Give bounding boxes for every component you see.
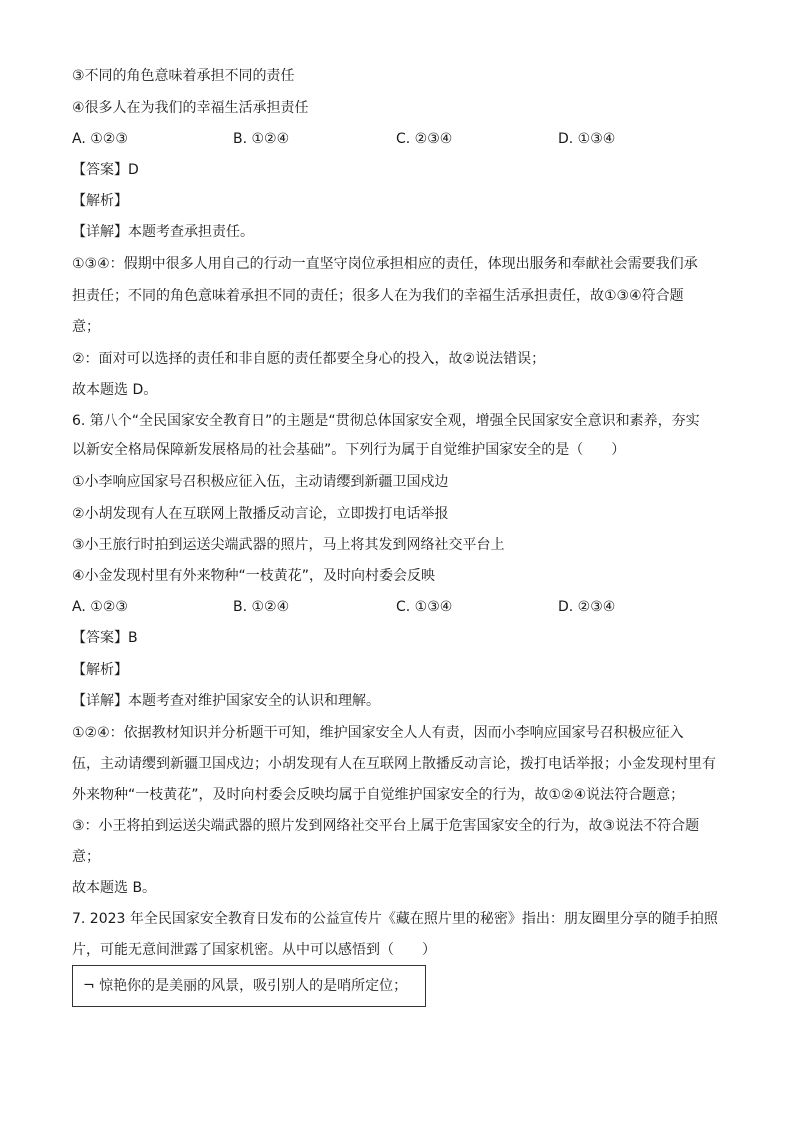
- q6-option-b: B. ①②④: [233, 599, 290, 615]
- q5-option-b: B. ①②④: [233, 131, 290, 147]
- q6-option-a: A. ①②③: [72, 599, 128, 615]
- q6-analysis-heading: 【解析】: [72, 662, 128, 678]
- q5-explanation-2: ②：面对可以选择的责任和非自愿的责任都要全身心的投入，故②说法错误；: [72, 351, 546, 367]
- q6-option-d: D. ②③④: [558, 599, 616, 615]
- q6-explanation-1-line-2: 伍，主动请缨到新疆卫国戍边；小胡发现有人在互联网上散播反动言论，拨打电话举报；小金发现村里有: [72, 756, 716, 772]
- q5-option-a: A. ①②③: [72, 131, 128, 147]
- q6-statement-2: ②小胡发现有人在互联网上散播反动言论，立即拨打电话举报: [72, 506, 449, 522]
- q5-explanation-1-line-3: 意；: [72, 319, 100, 335]
- q5-analysis-heading: 【解析】: [72, 193, 128, 209]
- q7-material-text: ¬ 惊艳你的是美丽的风景，吸引别人的是哨所定位；: [83, 978, 408, 994]
- q6-answer: 【答案】B: [72, 630, 138, 646]
- q6-explanation-1-line-3: 外来物种“一枝黄花”，及时向村委会反映均属于自觉维护国家安全的行为，故①②④说法符合题意；: [72, 787, 685, 803]
- q5-conclusion: 故本题选 D。: [72, 382, 158, 398]
- q5-option-c: C. ②③④: [396, 131, 453, 147]
- q5-statement-3: ③不同的角色意味着承担不同的责任: [72, 68, 295, 84]
- q5-option-d: D. ①③④: [558, 131, 616, 147]
- q5-explanation-1-line-2: 担责任；不同的角色意味着承担不同的责任；很多人在为我们的幸福生活承担责任，故①③④符合题: [72, 288, 684, 304]
- q6-option-c: C. ①③④: [396, 599, 453, 615]
- q6-stem-line-1: 6. 第八个“全民国家安全教育日”的主题是“贯彻总体国家安全观，增强全民国家安全意识和素养，夯实: [72, 413, 700, 429]
- q6-statement-1: ①小李响应国家号召积极应征入伍，主动请缨到新疆卫国戍边: [72, 474, 449, 490]
- q6-explanation-2-line-1: ③：小王将拍到运送尖端武器的照片发到网络社交平台上属于危害国家安全的行为，故③说法不符合题: [72, 818, 700, 834]
- q6-statement-3: ③小王旅行时拍到运送尖端武器的照片，马上将其发到网络社交平台上: [72, 537, 505, 553]
- q7-stem-line-1: 7. 2023 年全民国家安全教育日发布的公益宣传片《藏在照片里的秘密》指出：朋友圈里分享的随手拍照: [72, 911, 718, 927]
- q7-material-box: [72, 965, 426, 1007]
- q6-explanation-2-line-2: 意；: [72, 849, 100, 865]
- q6-statement-4: ④小金发现村里有外来物种“一枝黄花”，及时向村委会反映: [72, 568, 436, 584]
- q5-detail: 【详解】本题考查承担责任。: [72, 224, 254, 240]
- q6-conclusion: 故本题选 B。: [72, 880, 157, 896]
- q6-stem-line-2: 以新安全格局保障新发展格局的社会基础”。下列行为属于自觉维护国家安全的是（ ）: [72, 442, 626, 458]
- q5-explanation-1-line-1: ①③④：假期中很多人用自己的行动一直坚守岗位承担相应的责任，体现出服务和奉献社会需要我们承: [72, 256, 698, 272]
- q5-answer: 【答案】D: [72, 162, 139, 178]
- q6-detail: 【详解】本题考查对维护国家安全的认识和理解。: [72, 693, 380, 709]
- q7-stem-line-2: 片，可能无意间泄露了国家机密。从中可以感悟到（ ）: [72, 942, 436, 958]
- q5-statement-4: ④很多人在为我们的幸福生活承担责任: [72, 100, 309, 116]
- q6-explanation-1-line-1: ①②④：依据教材知识并分析题干可知，维护国家安全人人有责，因而小李响应国家号召积极应征入: [72, 725, 684, 741]
